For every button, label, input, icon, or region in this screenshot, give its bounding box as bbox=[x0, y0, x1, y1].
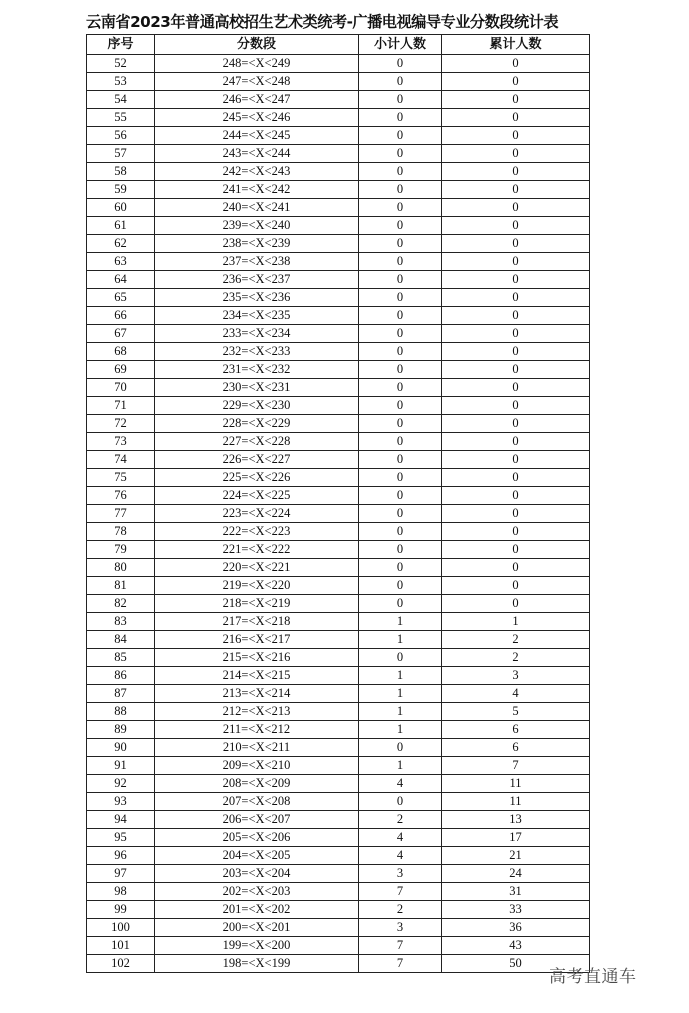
table-row bbox=[87, 253, 590, 271]
cell-score-range: 211=<X<212 bbox=[155, 721, 359, 739]
table-row bbox=[87, 91, 590, 109]
cell-serial: 93 bbox=[87, 793, 155, 811]
cell-subtotal: 2 bbox=[359, 811, 442, 829]
cell-score-range: 205=<X<206 bbox=[155, 829, 359, 847]
cell-cumulative: 0 bbox=[442, 307, 590, 325]
table-row bbox=[87, 919, 590, 937]
cell-subtotal: 0 bbox=[359, 199, 442, 217]
cell-score-range: 219=<X<220 bbox=[155, 577, 359, 595]
cell-score-range: 226=<X<227 bbox=[155, 451, 359, 469]
table-row bbox=[87, 55, 590, 73]
cell-serial: 52 bbox=[87, 55, 155, 73]
page-title: 云南省2023年普通高校招生艺术类统考-广播电视编导专业分数段统计表 bbox=[86, 13, 559, 31]
cell-score-range: 203=<X<204 bbox=[155, 865, 359, 883]
table-row bbox=[87, 289, 590, 307]
header-subtotal: 小计人数 bbox=[359, 35, 442, 55]
cell-cumulative: 4 bbox=[442, 685, 590, 703]
cell-subtotal: 0 bbox=[359, 469, 442, 487]
cell-subtotal: 7 bbox=[359, 937, 442, 955]
table-row bbox=[87, 829, 590, 847]
cell-cumulative: 0 bbox=[442, 163, 590, 181]
cell-cumulative: 0 bbox=[442, 325, 590, 343]
cell-score-range: 201=<X<202 bbox=[155, 901, 359, 919]
cell-cumulative: 0 bbox=[442, 559, 590, 577]
cell-score-range: 230=<X<231 bbox=[155, 379, 359, 397]
table-body bbox=[87, 55, 590, 973]
cell-cumulative: 0 bbox=[442, 451, 590, 469]
cell-serial: 56 bbox=[87, 127, 155, 145]
cell-score-range: 214=<X<215 bbox=[155, 667, 359, 685]
cell-serial: 94 bbox=[87, 811, 155, 829]
table-row bbox=[87, 487, 590, 505]
cell-cumulative: 2 bbox=[442, 649, 590, 667]
cell-serial: 86 bbox=[87, 667, 155, 685]
cell-cumulative: 0 bbox=[442, 343, 590, 361]
cell-serial: 62 bbox=[87, 235, 155, 253]
cell-serial: 83 bbox=[87, 613, 155, 631]
cell-serial: 79 bbox=[87, 541, 155, 559]
cell-serial: 69 bbox=[87, 361, 155, 379]
cell-cumulative: 11 bbox=[442, 793, 590, 811]
table-row bbox=[87, 883, 590, 901]
cell-subtotal: 0 bbox=[359, 523, 442, 541]
cell-cumulative: 31 bbox=[442, 883, 590, 901]
table-row bbox=[87, 739, 590, 757]
cell-subtotal: 0 bbox=[359, 361, 442, 379]
cell-subtotal: 0 bbox=[359, 559, 442, 577]
cell-serial: 102 bbox=[87, 955, 155, 973]
cell-subtotal: 0 bbox=[359, 487, 442, 505]
cell-subtotal: 1 bbox=[359, 721, 442, 739]
cell-subtotal: 0 bbox=[359, 577, 442, 595]
cell-serial: 66 bbox=[87, 307, 155, 325]
cell-serial: 92 bbox=[87, 775, 155, 793]
cell-score-range: 246=<X<247 bbox=[155, 91, 359, 109]
cell-subtotal: 0 bbox=[359, 109, 442, 127]
cell-cumulative: 24 bbox=[442, 865, 590, 883]
cell-score-range: 222=<X<223 bbox=[155, 523, 359, 541]
cell-score-range: 216=<X<217 bbox=[155, 631, 359, 649]
cell-subtotal: 0 bbox=[359, 379, 442, 397]
cell-score-range: 228=<X<229 bbox=[155, 415, 359, 433]
cell-subtotal: 1 bbox=[359, 757, 442, 775]
cell-subtotal: 1 bbox=[359, 631, 442, 649]
cell-score-range: 210=<X<211 bbox=[155, 739, 359, 757]
cell-serial: 100 bbox=[87, 919, 155, 937]
table-row bbox=[87, 847, 590, 865]
cell-subtotal: 0 bbox=[359, 397, 442, 415]
cell-serial: 91 bbox=[87, 757, 155, 775]
table-row bbox=[87, 685, 590, 703]
cell-score-range: 242=<X<243 bbox=[155, 163, 359, 181]
cell-subtotal: 0 bbox=[359, 505, 442, 523]
cell-score-range: 199=<X<200 bbox=[155, 937, 359, 955]
cell-subtotal: 3 bbox=[359, 865, 442, 883]
cell-score-range: 200=<X<201 bbox=[155, 919, 359, 937]
cell-score-range: 218=<X<219 bbox=[155, 595, 359, 613]
cell-cumulative: 0 bbox=[442, 379, 590, 397]
cell-cumulative: 13 bbox=[442, 811, 590, 829]
cell-score-range: 217=<X<218 bbox=[155, 613, 359, 631]
cell-score-range: 206=<X<207 bbox=[155, 811, 359, 829]
cell-cumulative: 1 bbox=[442, 613, 590, 631]
table-row bbox=[87, 145, 590, 163]
cell-cumulative: 0 bbox=[442, 595, 590, 613]
cell-score-range: 204=<X<205 bbox=[155, 847, 359, 865]
table-row bbox=[87, 307, 590, 325]
cell-subtotal: 3 bbox=[359, 919, 442, 937]
cell-score-range: 236=<X<237 bbox=[155, 271, 359, 289]
cell-subtotal: 1 bbox=[359, 685, 442, 703]
cell-cumulative: 33 bbox=[442, 901, 590, 919]
cell-serial: 64 bbox=[87, 271, 155, 289]
cell-subtotal: 0 bbox=[359, 127, 442, 145]
cell-subtotal: 0 bbox=[359, 433, 442, 451]
table-row bbox=[87, 721, 590, 739]
cell-serial: 60 bbox=[87, 199, 155, 217]
score-distribution-table bbox=[86, 34, 590, 973]
table-row bbox=[87, 163, 590, 181]
table-header-row bbox=[87, 35, 590, 55]
cell-score-range: 240=<X<241 bbox=[155, 199, 359, 217]
cell-subtotal: 0 bbox=[359, 595, 442, 613]
cell-score-range: 213=<X<214 bbox=[155, 685, 359, 703]
cell-subtotal: 0 bbox=[359, 91, 442, 109]
cell-subtotal: 0 bbox=[359, 649, 442, 667]
table-row bbox=[87, 865, 590, 883]
table-row bbox=[87, 109, 590, 127]
cell-score-range: 212=<X<213 bbox=[155, 703, 359, 721]
cell-score-range: 229=<X<230 bbox=[155, 397, 359, 415]
table-row bbox=[87, 451, 590, 469]
table-row bbox=[87, 667, 590, 685]
cell-cumulative: 6 bbox=[442, 739, 590, 757]
table-row bbox=[87, 937, 590, 955]
table-row bbox=[87, 271, 590, 289]
cell-cumulative: 0 bbox=[442, 55, 590, 73]
cell-subtotal: 0 bbox=[359, 541, 442, 559]
cell-cumulative: 7 bbox=[442, 757, 590, 775]
cell-cumulative: 0 bbox=[442, 397, 590, 415]
cell-cumulative: 0 bbox=[442, 469, 590, 487]
cell-serial: 90 bbox=[87, 739, 155, 757]
cell-cumulative: 0 bbox=[442, 523, 590, 541]
cell-score-range: 209=<X<210 bbox=[155, 757, 359, 775]
cell-subtotal: 0 bbox=[359, 415, 442, 433]
cell-serial: 55 bbox=[87, 109, 155, 127]
cell-subtotal: 1 bbox=[359, 667, 442, 685]
cell-subtotal: 1 bbox=[359, 613, 442, 631]
cell-score-range: 235=<X<236 bbox=[155, 289, 359, 307]
cell-serial: 73 bbox=[87, 433, 155, 451]
cell-serial: 71 bbox=[87, 397, 155, 415]
table-row bbox=[87, 73, 590, 91]
cell-score-range: 220=<X<221 bbox=[155, 559, 359, 577]
cell-cumulative: 0 bbox=[442, 433, 590, 451]
cell-serial: 76 bbox=[87, 487, 155, 505]
cell-cumulative: 0 bbox=[442, 415, 590, 433]
cell-subtotal: 0 bbox=[359, 145, 442, 163]
table-row bbox=[87, 379, 590, 397]
cell-subtotal: 0 bbox=[359, 55, 442, 73]
cell-serial: 97 bbox=[87, 865, 155, 883]
table-row bbox=[87, 577, 590, 595]
cell-cumulative: 0 bbox=[442, 199, 590, 217]
cell-serial: 65 bbox=[87, 289, 155, 307]
cell-cumulative: 36 bbox=[442, 919, 590, 937]
table-row bbox=[87, 955, 590, 973]
cell-serial: 58 bbox=[87, 163, 155, 181]
cell-cumulative: 0 bbox=[442, 217, 590, 235]
cell-score-range: 232=<X<233 bbox=[155, 343, 359, 361]
table-row bbox=[87, 199, 590, 217]
cell-subtotal: 4 bbox=[359, 847, 442, 865]
cell-cumulative: 11 bbox=[442, 775, 590, 793]
cell-cumulative: 0 bbox=[442, 91, 590, 109]
cell-serial: 85 bbox=[87, 649, 155, 667]
cell-cumulative: 0 bbox=[442, 73, 590, 91]
cell-score-range: 202=<X<203 bbox=[155, 883, 359, 901]
cell-subtotal: 0 bbox=[359, 325, 442, 343]
cell-score-range: 238=<X<239 bbox=[155, 235, 359, 253]
table-row bbox=[87, 127, 590, 145]
cell-serial: 74 bbox=[87, 451, 155, 469]
table-row bbox=[87, 217, 590, 235]
table-row bbox=[87, 811, 590, 829]
table-row bbox=[87, 235, 590, 253]
cell-cumulative: 17 bbox=[442, 829, 590, 847]
cell-serial: 77 bbox=[87, 505, 155, 523]
cell-serial: 75 bbox=[87, 469, 155, 487]
cell-subtotal: 0 bbox=[359, 271, 442, 289]
cell-serial: 54 bbox=[87, 91, 155, 109]
cell-serial: 78 bbox=[87, 523, 155, 541]
cell-score-range: 234=<X<235 bbox=[155, 307, 359, 325]
table-row bbox=[87, 595, 590, 613]
cell-cumulative: 6 bbox=[442, 721, 590, 739]
cell-cumulative: 0 bbox=[442, 127, 590, 145]
cell-cumulative: 0 bbox=[442, 235, 590, 253]
header-serial: 序号 bbox=[87, 35, 155, 55]
table-row bbox=[87, 613, 590, 631]
cell-score-range: 225=<X<226 bbox=[155, 469, 359, 487]
cell-cumulative: 43 bbox=[442, 937, 590, 955]
cell-cumulative: 50 bbox=[442, 955, 590, 973]
cell-serial: 99 bbox=[87, 901, 155, 919]
cell-subtotal: 0 bbox=[359, 163, 442, 181]
cell-serial: 72 bbox=[87, 415, 155, 433]
cell-score-range: 224=<X<225 bbox=[155, 487, 359, 505]
table-row bbox=[87, 703, 590, 721]
cell-subtotal: 0 bbox=[359, 253, 442, 271]
cell-serial: 53 bbox=[87, 73, 155, 91]
cell-serial: 84 bbox=[87, 631, 155, 649]
cell-subtotal: 1 bbox=[359, 703, 442, 721]
table-row bbox=[87, 505, 590, 523]
table-row bbox=[87, 901, 590, 919]
table-row bbox=[87, 433, 590, 451]
cell-serial: 98 bbox=[87, 883, 155, 901]
table-row bbox=[87, 415, 590, 433]
cell-score-range: 231=<X<232 bbox=[155, 361, 359, 379]
cell-serial: 67 bbox=[87, 325, 155, 343]
table-row bbox=[87, 397, 590, 415]
cell-serial: 80 bbox=[87, 559, 155, 577]
cell-cumulative: 0 bbox=[442, 541, 590, 559]
cell-serial: 59 bbox=[87, 181, 155, 199]
table-row bbox=[87, 361, 590, 379]
cell-subtotal: 0 bbox=[359, 739, 442, 757]
table-row bbox=[87, 559, 590, 577]
cell-subtotal: 0 bbox=[359, 235, 442, 253]
cell-serial: 89 bbox=[87, 721, 155, 739]
cell-serial: 70 bbox=[87, 379, 155, 397]
table-row bbox=[87, 469, 590, 487]
cell-score-range: 227=<X<228 bbox=[155, 433, 359, 451]
cell-cumulative: 0 bbox=[442, 289, 590, 307]
table-row bbox=[87, 523, 590, 541]
header-cumulative: 累计人数 bbox=[442, 35, 590, 55]
cell-score-range: 248=<X<249 bbox=[155, 55, 359, 73]
cell-cumulative: 0 bbox=[442, 505, 590, 523]
table-row bbox=[87, 649, 590, 667]
cell-subtotal: 0 bbox=[359, 307, 442, 325]
table-row bbox=[87, 793, 590, 811]
cell-subtotal: 0 bbox=[359, 793, 442, 811]
table-row bbox=[87, 541, 590, 559]
cell-score-range: 215=<X<216 bbox=[155, 649, 359, 667]
cell-subtotal: 0 bbox=[359, 289, 442, 307]
table-row bbox=[87, 631, 590, 649]
cell-cumulative: 0 bbox=[442, 181, 590, 199]
cell-score-range: 207=<X<208 bbox=[155, 793, 359, 811]
cell-score-range: 247=<X<248 bbox=[155, 73, 359, 91]
cell-score-range: 233=<X<234 bbox=[155, 325, 359, 343]
cell-cumulative: 0 bbox=[442, 577, 590, 595]
cell-serial: 57 bbox=[87, 145, 155, 163]
cell-subtotal: 0 bbox=[359, 217, 442, 235]
cell-subtotal: 7 bbox=[359, 955, 442, 973]
cell-cumulative: 0 bbox=[442, 487, 590, 505]
cell-cumulative: 0 bbox=[442, 109, 590, 127]
cell-serial: 82 bbox=[87, 595, 155, 613]
cell-subtotal: 0 bbox=[359, 181, 442, 199]
cell-score-range: 208=<X<209 bbox=[155, 775, 359, 793]
cell-subtotal: 0 bbox=[359, 451, 442, 469]
table-row bbox=[87, 757, 590, 775]
cell-serial: 87 bbox=[87, 685, 155, 703]
cell-serial: 61 bbox=[87, 217, 155, 235]
table-row bbox=[87, 775, 590, 793]
table-row bbox=[87, 181, 590, 199]
cell-cumulative: 5 bbox=[442, 703, 590, 721]
cell-score-range: 241=<X<242 bbox=[155, 181, 359, 199]
cell-serial: 96 bbox=[87, 847, 155, 865]
cell-subtotal: 2 bbox=[359, 901, 442, 919]
cell-cumulative: 0 bbox=[442, 271, 590, 289]
cell-serial: 101 bbox=[87, 937, 155, 955]
table-row bbox=[87, 343, 590, 361]
header-score-range: 分数段 bbox=[155, 35, 359, 55]
cell-cumulative: 2 bbox=[442, 631, 590, 649]
cell-serial: 88 bbox=[87, 703, 155, 721]
cell-subtotal: 0 bbox=[359, 343, 442, 361]
cell-score-range: 245=<X<246 bbox=[155, 109, 359, 127]
cell-serial: 95 bbox=[87, 829, 155, 847]
cell-cumulative: 3 bbox=[442, 667, 590, 685]
cell-score-range: 239=<X<240 bbox=[155, 217, 359, 235]
cell-subtotal: 4 bbox=[359, 775, 442, 793]
watermark-text: 高考直通车 bbox=[549, 967, 637, 987]
cell-subtotal: 7 bbox=[359, 883, 442, 901]
cell-cumulative: 0 bbox=[442, 145, 590, 163]
cell-score-range: 198=<X<199 bbox=[155, 955, 359, 973]
cell-subtotal: 4 bbox=[359, 829, 442, 847]
cell-serial: 63 bbox=[87, 253, 155, 271]
cell-cumulative: 0 bbox=[442, 361, 590, 379]
cell-score-range: 244=<X<245 bbox=[155, 127, 359, 145]
cell-serial: 68 bbox=[87, 343, 155, 361]
cell-score-range: 221=<X<222 bbox=[155, 541, 359, 559]
cell-cumulative: 0 bbox=[442, 253, 590, 271]
cell-cumulative: 21 bbox=[442, 847, 590, 865]
cell-score-range: 243=<X<244 bbox=[155, 145, 359, 163]
cell-serial: 81 bbox=[87, 577, 155, 595]
cell-subtotal: 0 bbox=[359, 73, 442, 91]
cell-score-range: 223=<X<224 bbox=[155, 505, 359, 523]
table-row bbox=[87, 325, 590, 343]
cell-score-range: 237=<X<238 bbox=[155, 253, 359, 271]
